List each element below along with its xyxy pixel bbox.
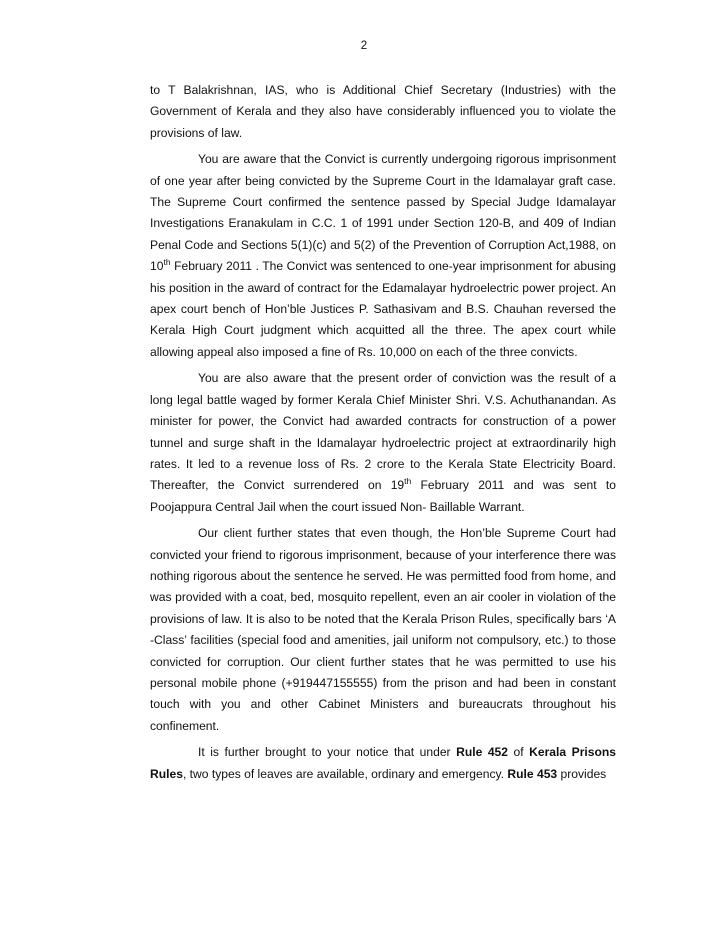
- paragraph-4: Our client further states that even though, the Hon’ble Supreme Court had convicted your friend to rigorous imprisonment, because of your interference there was nothing rigorous about the sentence he served. He was permitted food from home, and was provided with a coat, bed, mosquito repellent, even an air cooler in violation of the provisions of law. It is also to be noted that the Kerala Prison Rules, specifically bars ‘A -Class’ facilities (special food and amenities, jail uniform not compulsory, etc.) to those convicted for corruption. Our client further states that he was permitted to use his personal mobile phone (+919447155555) from the prison and had been in constant touch with you and other Cabinet Ministers and bureaucrats throughout his confinement.: [150, 526, 616, 733]
- ordinal-suffix: th: [163, 257, 171, 268]
- paragraph-5-text-a: It is further brought to your notice that under: [198, 745, 457, 760]
- paragraph-5-text-c: , two types of leaves are available, ordinary and emergency.: [182, 766, 508, 781]
- paragraph-5-text-b: of: [508, 745, 530, 760]
- paragraph-3-text-b: February 2011 and was sent to Poojappura Central Jail when the court issued Non- Baillable Warrant.: [150, 478, 616, 514]
- rule-reference: Rule 452: [456, 745, 508, 760]
- paragraph-2-text-a: You are aware that the Convict is currently undergoing rigorous imprisonment of one year after being convicted by the Supreme Court in the Idamalayar graft case. The Supreme Court confirmed the sentence passed by Special Judge Idamalayar Investigations Eranakulam in C.C. 1 of 1991 under Section 120-B, and 409 of Indian Penal Code and Sections 5(1)(c) and 5(2) of the Prevention of Corruption Act,1988, on 10: [150, 152, 616, 274]
- rule-reference: Rule 453: [507, 766, 558, 781]
- paragraph-2: [150, 149, 616, 363]
- page-number: 2: [360, 40, 368, 52]
- paragraph-1: to T Balakrishnan, IAS, who is Additional Chief Secretary (Industries) with the Government of Kerala and they also have considerably influenced you to violate the provisions of law.: [150, 83, 616, 140]
- ordinal-suffix: th: [404, 476, 412, 487]
- rules-title: Kerala Prisons Rules: [150, 745, 616, 781]
- paragraph-5: [150, 742, 616, 785]
- paragraph-3: [150, 368, 616, 518]
- paragraph-2-text-b: February 2011 . The Convict was sentenced to one-year imprisonment for abusing his position in the award of contract for the Edamalayar hydroelectric power project. An apex court bench of Hon’ble Justices P. Sathasivam and B.S. Chauhan reversed the Kerala High Court judgment which acquitted all the three. The apex court while allowing appeal also imposed a fine of Rs. 10,000 on each of the three convicts.: [150, 259, 616, 359]
- paragraph-5-text-d: provides: [557, 766, 607, 781]
- paragraph-3-text-a: You are also aware that the present order of conviction was the result of a long legal battle waged by former Kerala Chief Minister Shri. V.S. Achuthanandan. As minister for power, the Convict had awarded contracts for construction of a power tunnel and surge shaft in the Idamalayar hydroelectric project at extraordinarily high rates. It led to a revenue loss of Rs. 2 crore to the Kerala State Electricity Board. Thereafter, the Convict surrendered on 19: [150, 371, 616, 493]
- document-body: [150, 80, 616, 790]
